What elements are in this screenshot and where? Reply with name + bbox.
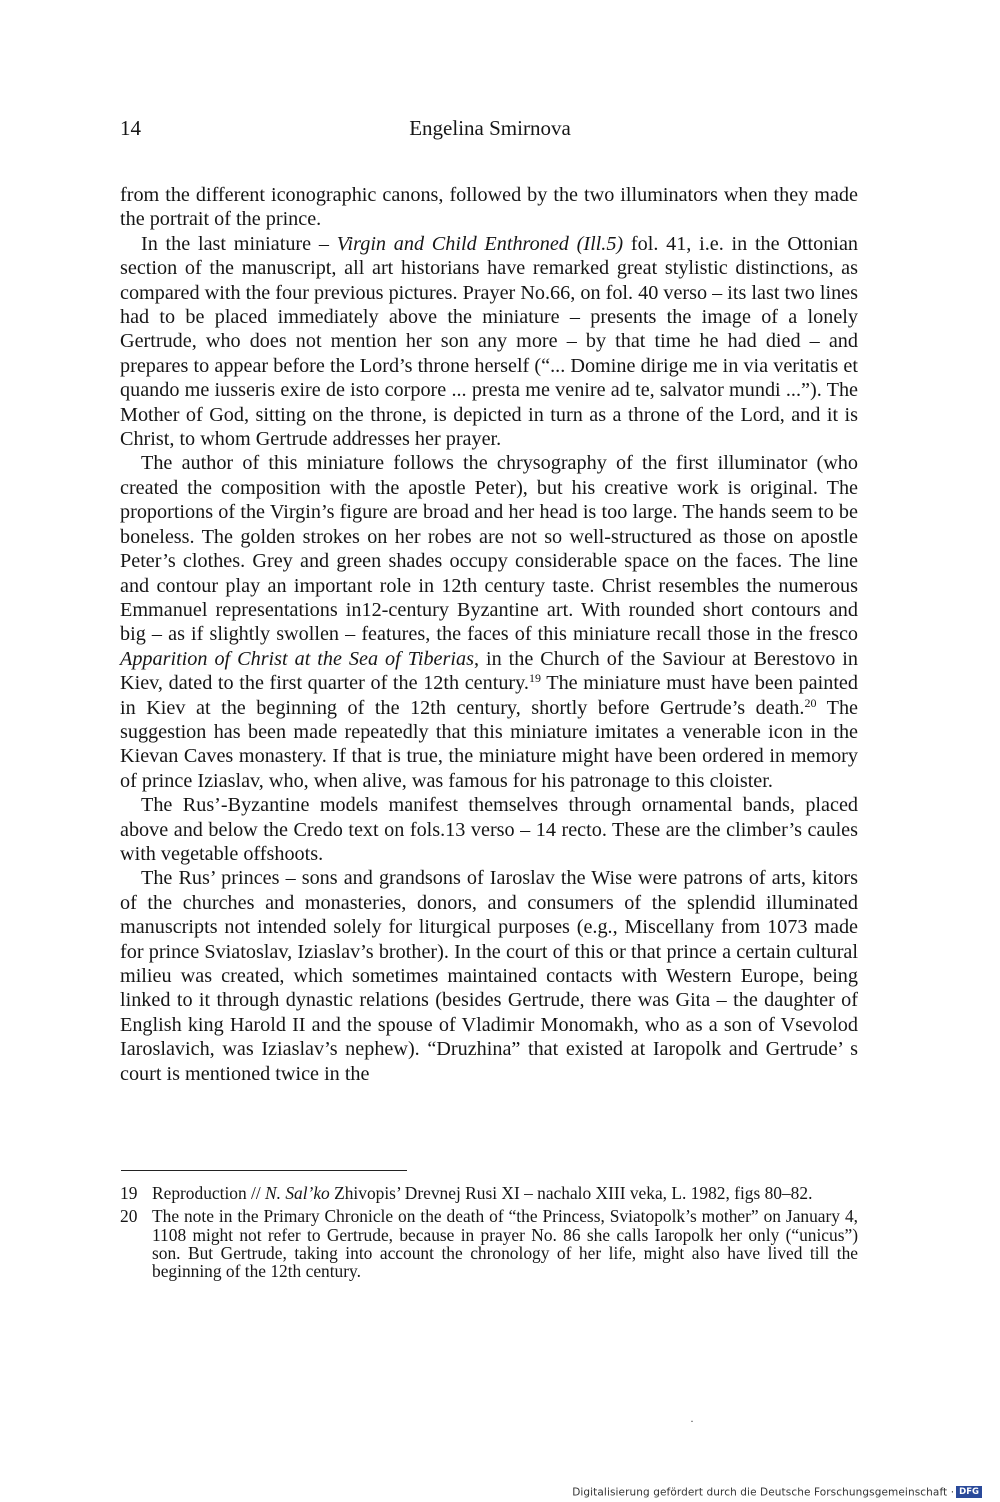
paragraph-text: The author of this miniature follows the chrysography of the first illuminator (who created the composition with the apostle Peter), but his creative work is original. The proportions of the Virgin’s figure are broad and her head is too large. The hands seem to be boneless. The golden strokes on her robes are not so well-structured as those on apostle Peter’s clothes. Grey and green shades occupy considerable space on the faces. The line and contour play an important role in 12th century taste. Christ resembles the numerous Emmanuel representations in12-century Byzantine art. With rounded short contours and big – as if slightly swollen – features, the faces of this miniature recall those in the fresco [120, 452, 858, 646]
paragraph: The Rus’-Byzantine models manifest themselves through ornamental bands, placed above and below the Credo text on fols.13 verso – 14 recto. These are the climber’s caules with vegetable offshoots. [120, 794, 858, 865]
footnote-ref[interactable]: 19 [528, 671, 541, 686]
footnote-text: Reproduction // [152, 1183, 266, 1203]
footnote-ref[interactable]: 20 [804, 695, 817, 710]
footnote-text: The note in the Primary Chronicle on the death of “the Princess, Sviatopolk’s mother” on January 4, 1108 might not refer to Gertrude, because in prayer No. 86 she calls Iaropolk her only (“unicus”) son. But Gertrude, taking into account the chronology of her life, might also have lived till the beginning of the 12th century. [152, 1206, 858, 1282]
footnote-author: N. Sal’ko [265, 1183, 330, 1203]
artwork-title: Virgin and Child Enthroned (Ill.5) [336, 232, 624, 255]
page-header [120, 116, 860, 146]
footnote-number: 19 [120, 1183, 138, 1203]
footnote [120, 1184, 858, 1202]
footnote-number: 20 [120, 1206, 138, 1227]
paragraph [120, 451, 858, 793]
paragraph-text: In the last miniature – [141, 232, 337, 255]
paragraph: from the different iconographic canons, followed by the two illuminators when they made the portrait of the prince. [120, 184, 858, 231]
paragraph-text: The suggestion has been made repeatedly that this miniature imitates a venerable icon in the Kievan Caves monastery. If that is true, the miniature might have been ordered in memory of prince Iziaslav, who, when alive, was famous for his patronage to this cloister. [120, 696, 858, 792]
footnote-divider [121, 1170, 407, 1171]
credit-text: Digitalisierung gefördert durch die Deutsche Forschungsgemeinschaft · [572, 1486, 955, 1499]
page-mark: · [690, 1414, 694, 1428]
running-title: Engelina Smirnova [409, 116, 571, 140]
paragraph-text: The miniature must have been painted in Kiev at the beginning of the 12th century, shortly before Gertrude’s death. [120, 672, 858, 719]
footnote [120, 1207, 858, 1280]
paragraph [120, 232, 858, 452]
paragraph-text: , in the Church of the Saviour at Berestovo in Kiev, dated to the first quarter of the 12th century. [120, 647, 858, 695]
paragraph: The Rus’ princes – sons and grandsons of Iaroslav the Wise were patrons of arts, kitors of the churches and monasteries, donors, and consumers of the splendid illuminated manuscripts not intended solely for liturgical purposes (e.g., Miscellany from 1073 made for prince Sviatoslav, Iziaslav’s brother). In the court of this or that prince a certain cultural milieu was created, which sometimes maintained contacts with Western Europe, being linked to it through dynastic relations (besides Gertrude, there was Gita – the daughter of English king Harold II and the spouse of Vladimir Monomakh, who as a son of Vsevolod Iaroslavich, was Iziaslav’s nephew). “Druzhina” that existed at Iaropolk and Gertrude’ s court is mentioned twice in the [120, 867, 858, 1085]
body-text [120, 183, 858, 1086]
page-number: 14 [120, 116, 141, 140]
artwork-title: Apparition of Christ at the Sea of Tiberias [120, 647, 474, 670]
dfg-logo: DFG [956, 1486, 982, 1498]
paragraph-text: fol. 41, i.e. in the Ottonian section of the manuscript, all art historians have remarked great stylistic distinctions, as compared with the four previous pictures. Prayer No.66, on fol. 40 verso – its last two lines had to be placed immediately above the miniature – presents the image of a lonely Gertrude, who does not mention her son any more – by that time he had died – and prepares to appear before the Lord’s throne herself (“... Domine dirige me in via veritatis et quando me iusseris exire de isto corpore ... presta me venire ad te, salvator mundi ...”). The Mother of God, sitting on the throne, is depicted in turn as a throne of the Lord, and it is Christ, to whom Gertrude addresses her prayer. [120, 232, 858, 451]
footnote-text: Zhivopis’ Drevnej Rusi XI – nachalo XIII veka, L. 1982, figs 80–82. [329, 1183, 813, 1203]
digitization-credit [572, 1483, 982, 1497]
footnotes [120, 1184, 858, 1285]
